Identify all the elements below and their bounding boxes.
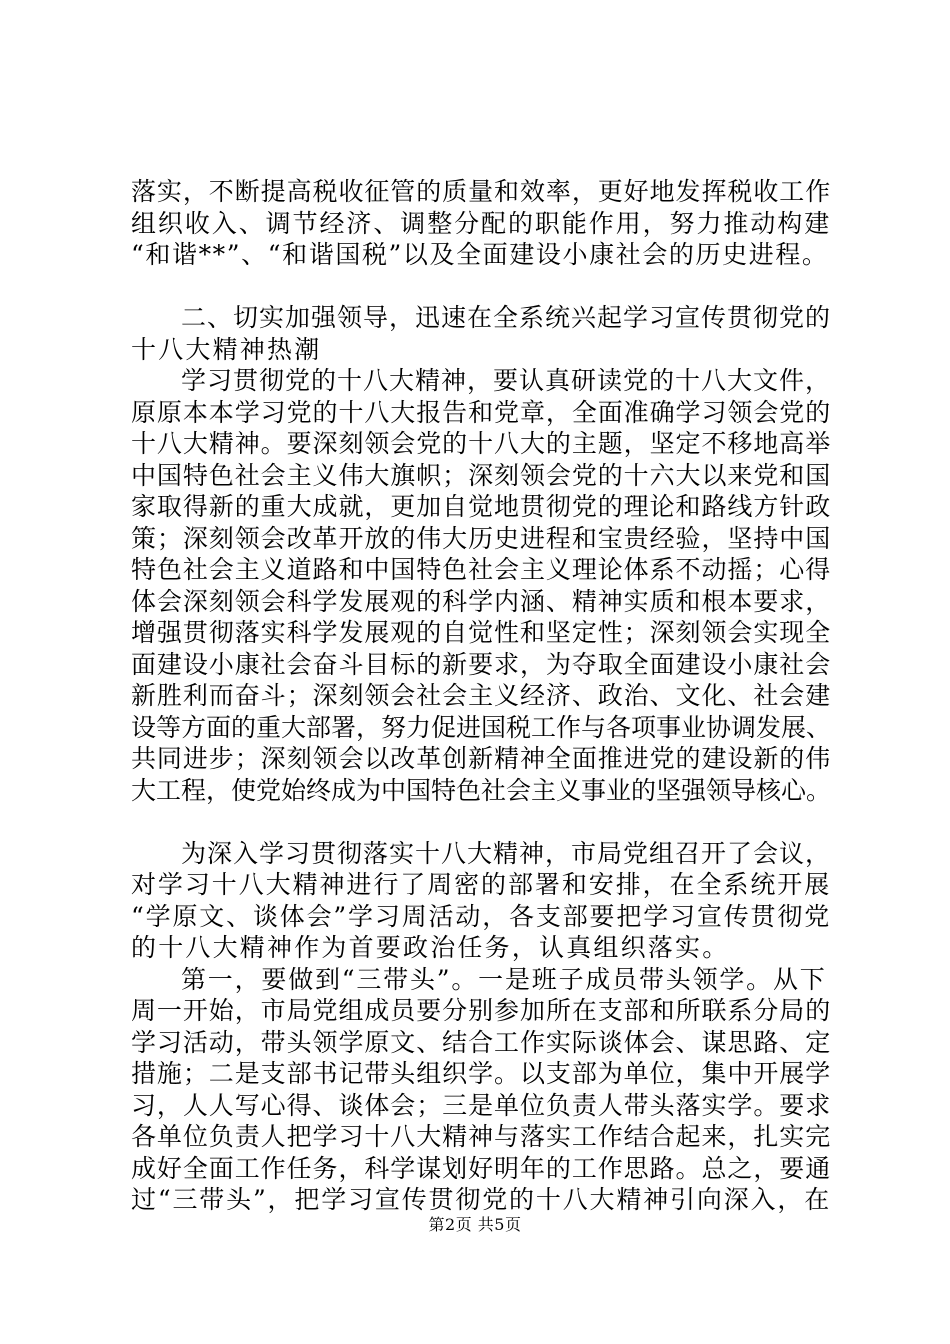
text-line: 策；深刻领会改革开放的伟大历史进程和宝贵经验，坚持中国 — [131, 523, 831, 553]
text-line: 中国特色社会主义伟大旗帜；深刻领会党的十六大以来党和国 — [131, 460, 831, 490]
text-line: 十八大精神热潮 — [131, 334, 322, 364]
text-line: 习，人人写心得、谈体会；三是单位负责人带头落实学。要求 — [131, 1090, 831, 1120]
text-line: 体会深刻领会科学发展观的科学内涵、精神实质和根本要求， — [131, 586, 831, 616]
text-line: “学原文、谈体会”学习周活动，各支部要把学习宣传贯彻党 — [131, 901, 831, 931]
text-line: 落实，不断提高税收征管的质量和效率，更好地发挥税收工作 — [131, 177, 831, 206]
page-number-footer: 第2页 共5页 — [428, 1215, 522, 1234]
text-line: 措施；二是支部书记带头组织学。以支部为单位，集中开展学 — [131, 1059, 831, 1088]
text-line: 周一开始，市局党组成员要分别参加所在支部和所联系分局的 — [131, 996, 831, 1025]
text-line: 二、切实加强领导，迅速在全系统兴起学习宣传贯彻党的 — [181, 303, 832, 332]
text-line: 成好全面工作任务，科学谋划好明年的工作思路。总之，要通 — [131, 1153, 831, 1183]
text-line: 各单位负责人把学习十八大精神与落实工作结合起来，扎实完 — [131, 1122, 831, 1151]
text-line: “和谐**”、“和谐国税”以及全面建设小康社会的历史进程。 — [131, 240, 829, 269]
text-line: 原原本本学习党的十八大报告和党章，全面准确学习领会党的 — [131, 397, 831, 427]
text-line: 面建设小康社会奋斗目标的新要求，为夺取全面建设小康社会 — [131, 649, 831, 679]
text-line: 组织收入、调节经济、调整分配的职能作用，努力推动构建 — [131, 208, 831, 238]
text-line: 共同进步；深刻领会以改革创新精神全面推进党的建设新的伟 — [131, 744, 831, 773]
paragraph-gap — [131, 806, 831, 838]
text-line: 十八大精神。要深刻领会党的十八大的主题，坚定不移地高举 — [131, 429, 831, 458]
text-line: 新胜利而奋斗；深刻领会社会主义经济、政治、文化、社会建 — [131, 681, 831, 710]
text-line: 大工程，使党始终成为中国特色社会主义事业的坚强领导核心。 — [131, 775, 832, 805]
text-line: 过“三带头”，把学习宣传贯彻党的十八大精神引向深入，在 — [131, 1185, 831, 1214]
text-line: 特色社会主义道路和中国特色社会主义理论体系不动摇；心得 — [131, 555, 831, 584]
text-line: 增强贯彻落实科学发展观的自觉性和坚定性；深刻领会实现全 — [131, 618, 831, 647]
paragraph-gap — [131, 271, 831, 303]
text-line: 第一，要做到“三带头”。一是班子成员带头领学。从下 — [181, 964, 827, 994]
text-line: 为深入学习贯彻落实十八大精神，市局党组召开了会议， — [181, 838, 832, 868]
text-line: 对学习十八大精神进行了周密的部署和安排，在全系统开展 — [131, 870, 831, 899]
document-body — [131, 176, 831, 1216]
text-line: 设等方面的重大部署，努力促进国税工作与各项事业协调发展、 — [131, 712, 832, 742]
text-line: 学习活动，带头领学原文、结合工作实际谈体会、谋思路、定 — [131, 1027, 831, 1057]
text-line: 的十八大精神作为首要政治任务，认真组织落实。 — [131, 933, 730, 962]
text-line: 家取得新的重大成就，更加自觉地贯彻党的理论和路线方针政 — [131, 492, 831, 521]
text-line: 学习贯彻党的十八大精神，要认真研读党的十八大文件， — [181, 366, 832, 395]
